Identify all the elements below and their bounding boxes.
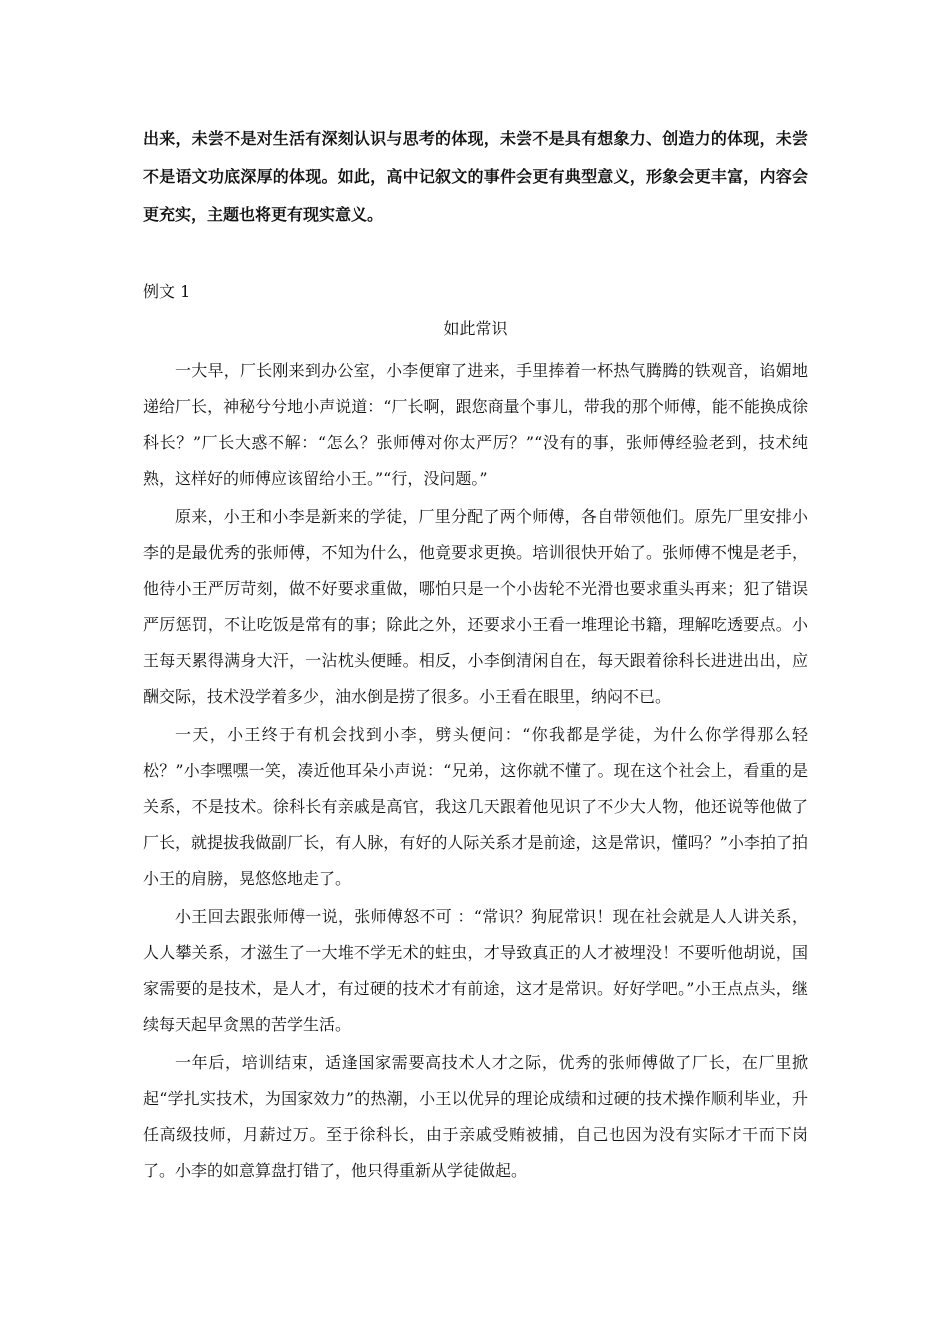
essay-paragraph-1: 一大早，厂长刚来到办公室，小李便窜了进来，手里捧着一杯热气腾腾的铁观音，谄媚地递给厂长，神秘兮兮地小声说道：“厂长啊，跟您商量个事儿，带我的那个师傅，能不能换成徐科长？”厂长大惑不解：“怎么？张师傅对你太严厉？”“没有的事，张师傅经验老到，技术纯熟，这样好的师傅应该留给小王。”“行，没问题。” <box>143 361 808 488</box>
essay-paragraph-5: 一年后，培训结束，适逢国家需要高技术人才之际，优秀的张师傅做了厂长，在厂里掀起“学扎实技术，为国家效力”的热潮，小王以优异的理论成绩和过硬的技术操作顺利毕业，升任高级技师，月薪过万。至于徐科长，由于亲戚受贿被捕，自己也因为没有实际才干而下岗了。小李的如意算盘打错了，他只得重新从学徒做起。 <box>143 1053 808 1180</box>
essay-paragraph-4: 小王回去跟张师傅一说，张师傅怒不可 ：“常识？狗屁常识！现在社会就是人人讲关系，人人攀关系，才滋生了一大堆不学无术的蛀虫，才导致真正的人才被埋没！不要听他胡说，国家需要的是技术，是人才，有过硬的技术才有前途，这才是常识。好好学吧。”小王点点头，继续每天起早贪黑的苦学生活。 <box>143 907 808 1034</box>
essay-paragraph-2: 原来，小王和小李是新来的学徒，厂里分配了两个师傅，各自带领他们。原先厂里安排小李的是最优秀的张师傅，不知为什么，他竟要求更换。培训很快开始了。张师傅不愧是老手，他待小王严厉苛刻，做不好要求重做，哪怕只是一个小齿轮不光滑也要求重头再来；犯了错误严厉惩罚，不让吃饭是常有的事；除此之外，还要求小王看一堆理论书籍，理解吃透要点。小王每天累得满身大汗，一沾枕头便睡。相反，小李倒清闲自在，每天跟着徐科长进进出出，应酬交际，技术没学着多少，油水倒是捞了很多。小王看在眼里，纳闷不已。 <box>143 507 808 706</box>
essay-body <box>143 353 808 1191</box>
essay-title: 如此常识 <box>443 319 508 338</box>
intro-paragraph: 出来，未尝不是对生活有深刻认识与思考的体现，未尝不是具有想象力、创造力的体现，未尝不是语文功底深厚的体现。如此，高中记叙文的事件会更有典型意义，形象会更丰富，内容会更充实，主题也将更有现实意义。 <box>143 129 808 224</box>
example-label: 例文 1 <box>143 282 191 301</box>
essay-paragraph-3: 一天，小王终于有机会找到小李，劈头便问：“你我都是学徒，为什么你学得那么轻松？”小李嘿嘿一笑，凑近他耳朵小声说：“兄弟，这你就不懂了。现在这个社会上，看重的是关系，不是技术。徐科长有亲戚是高官，我这几天跟着他见识了不少大人物，他还说等他做了厂长，就提拔我做副厂长，有人脉，有好的人际关系才是前途，这是常识，懂吗？”小李拍了拍小王的肩膀，晃悠悠地走了。 <box>143 725 808 888</box>
